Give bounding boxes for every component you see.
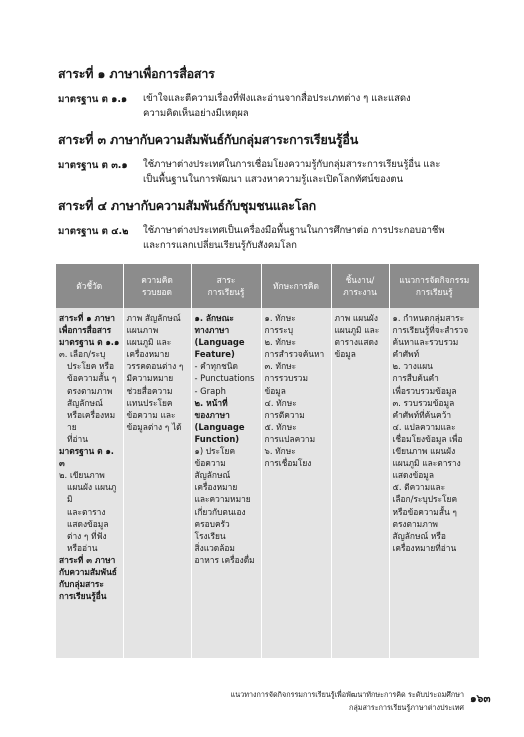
cell-task: ภาพ แผนผัง แผนภูมิ และ ตารางแสดง ข้อมูล [331,308,389,658]
table-header-row [56,264,479,308]
cell-content: ๑. ลักษณะ ทางภาษา (Language Feature) - คำทุกชนิด - Punctuations - Graph ๒. หน้าที่ ของภาษา (Language Function) ๑) ประโยค ข้อความ สัญลักษณ์ เครื่องหมาย และความหมาย เกี่ยวกับตนเอง ครอบครัว โรงเรียน สิ่งแวดล้อม อาหาร เครื่องดื่ม [191,308,261,658]
standard-1-text [143,91,468,121]
standard-4-text [143,223,468,253]
standard-3-label: มาตรฐาน ต ๓.๑ [58,160,128,171]
header-activity: แนวการจัดกิจกรรม การเรียนรู้ [389,264,479,308]
header-concept: ความคิด รวบยอด [123,264,191,308]
cell-thinking-skill: ๑. ทักษะ การระบุ ๒. ทักษะ การสำรวจค้นหา ๓. ทักษะ การรวบรวม ข้อมูล ๔. ทักษะ การตีความ ๕. ทักษะ การแปลความ ๖. ทักษะ การเชื่อมโยง [261,308,331,658]
header-content: สาระ การเรียนรู้ [191,264,261,308]
cell-activity: ๑. กำหนดกลุ่มสาระ การเรียนรู้ที่จะสำรวจ ค้นหาและรวบรวม คำศัพท์ ๒. วางแผน การสืบค้นคำ เพื่อรวบรวมข้อมูล ๓. รวบรวมข้อมูล คำศัพท์ที่ค้นคว้า ๔. แปลความและ เชื่อมโยงข้อมูล เพื่อ เขียนภาพ แผนผัง แผนภูมิ และตาราง แสดงข้อมูล ๕. ตีความและ เลือก/ระบุประโยค หรือข้อความสั้น ๆ ตรงตามภาพ สัญลักษณ์ หรือ เครื่องหมายที่อ่าน [389,308,479,658]
standard-4-line: ใช้ภาษาต่างประเทศเป็นเครื่องมือพื้นฐานในการศึกษาต่อ การประกอบอาชีพ [143,225,445,236]
table-row [56,308,479,658]
strand-3-title: สาระที่ ๓ ภาษากับความสัมพันธ์กับกลุ่มสาระการเรียนรู้อื่น [58,132,359,147]
header-thinking-skill: ทักษะการคิด [261,264,331,308]
standard-1-line: เข้าใจและตีความเรื่องที่ฟังและอ่านจากสื่อประเภทต่าง ๆ และแสดง [143,93,411,104]
strand-1-title: สาระที่ ๑ ภาษาเพื่อการสื่อสาร [58,66,215,81]
standard-3-text [143,157,468,187]
cell-concept: ภาพ สัญลักษณ์ แผนภาพ แผนภูมิ และ เครื่องหมาย วรรคตอนต่าง ๆ มีความหมาย ช่วยสื่อความ แทนประโยค ข้อความ และ ข้อมูลต่าง ๆ ได้ [123,308,191,658]
footer-book-title: แนวทางการจัดกิจกรรมการเรียนรู้เพื่อพัฒนาทักษะการคิด ระดับประถมศึกษา [230,690,464,699]
header-task: ชิ้นงาน/ ภาระงาน [331,264,389,308]
standard-1-label: มาตรฐาน ต ๑.๑ [58,94,128,105]
standard-3-line: เป็นพื้นฐานในการพัฒนา แสวงหาความรู้และเปิดโลกทัศน์ของตน [143,174,403,185]
standard-4-label: มาตรฐาน ต ๔.๒ [58,226,129,237]
header-indicator: ตัวชี้วัด [56,264,123,308]
standard-4-line: และการแลกเปลี่ยนเรียนรู้กับสังคมโลก [143,240,297,251]
curriculum-table [56,264,479,658]
standard-1-line: ความคิดเห็นอย่างมีเหตุผล [143,108,249,119]
strand-4-title: สาระที่ ๔ ภาษากับความสัมพันธ์กับชุมชนและโลก [58,198,317,213]
standard-3-line: ใช้ภาษาต่างประเทศในการเชื่อมโยงความรู้กับกลุ่มสาระการเรียนรู้อื่น และ [143,159,441,170]
cell-indicator: สาระที่ ๑ ภาษา เพื่อการสื่อสาร มาตรฐาน ต ๑.๑ ๓. เลือก/ระบุ ประโยค หรือ ข้อความสั้น ๆ ตรงตามภาพ สัญลักษณ์ หรือเครื่องหมาย ที่อ่าน มาตรฐาน ต ๑.๓ ๒. เขียนภาพ แผนผัง แผนภูมิ และตาราง แสดงข้อมูล ต่าง ๆ ที่ฟัง หรืออ่าน สาระที่ ๓ ภาษา กับความสัมพันธ์ กับกลุ่มสาระ การเรียนรู้อื่น [56,308,123,658]
page-number: ๑๖๓ [470,693,491,705]
footer-subject: กลุ่มสาระการเรียนรู้ภาษาต่างประเทศ [349,703,464,712]
